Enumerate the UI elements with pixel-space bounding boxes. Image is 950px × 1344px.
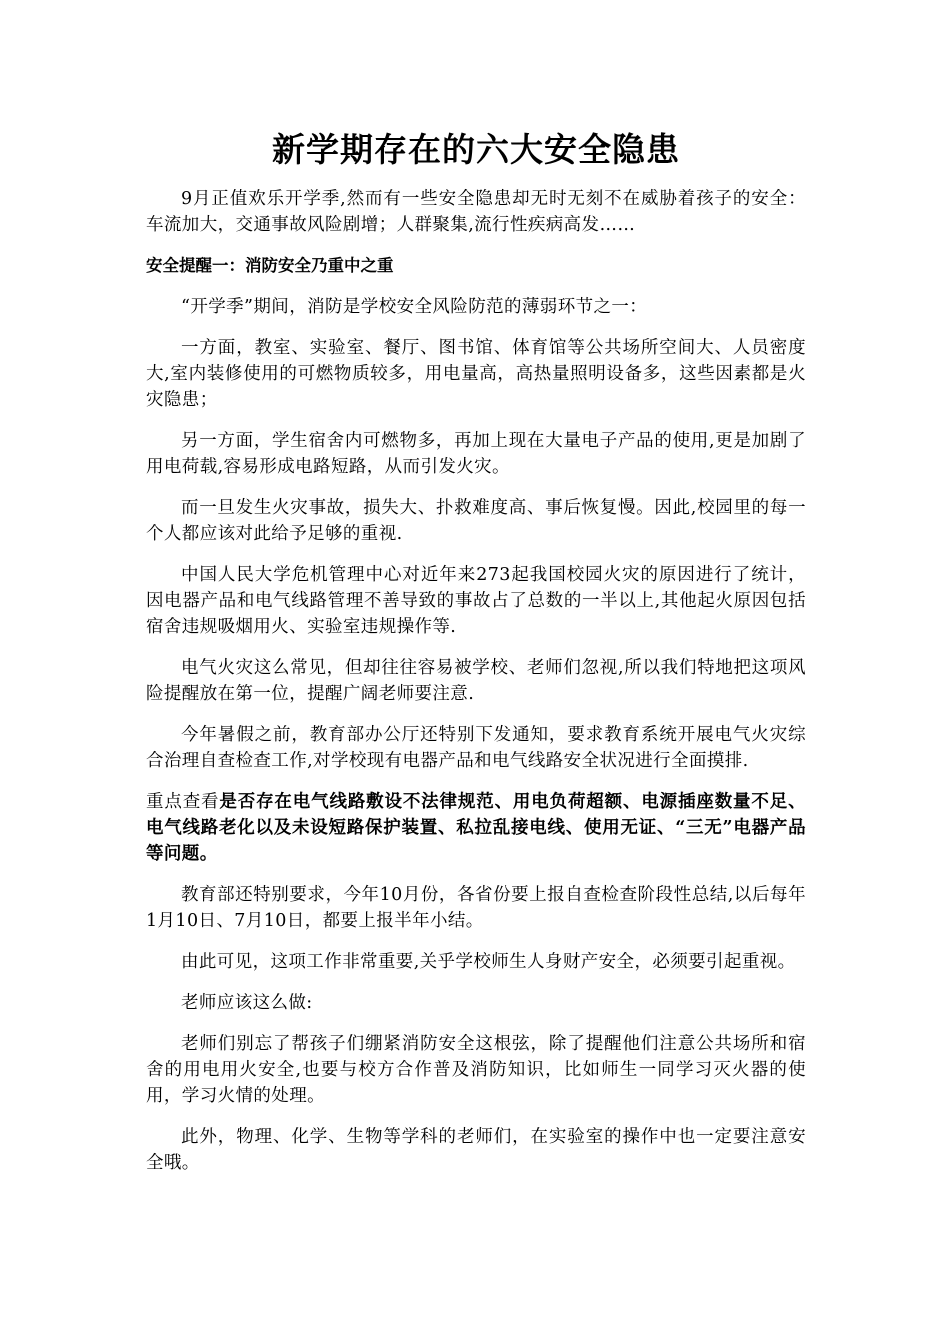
paragraph-8	[146, 789, 806, 867]
document-page	[146, 128, 806, 1191]
paragraph-4: 而一旦发生火灾事故，损失大、扑救难度高、事后恢复慢。因此,校园里的每一个人都应该对此给予足够的重视.	[146, 498, 806, 544]
paragraph-6: 电气火灾这么常见，但却往往容易被学校、老师们忽视,所以我们特地把这项风险提醒放在第一位，提醒广阔老师要注意.	[146, 658, 806, 704]
paragraph-12: 老师们别忘了帮孩子们绷紧消防安全这根弦，除了提醒他们注意公共场所和宿舍的用电用火安全,也要与校方合作普及消防知识，比如师生一同学习灭火器的使用，学习火情的处理。	[146, 1034, 806, 1106]
paragraph-5: 中国人民大学危机管理中心对近年来273起我国校园火灾的原因进行了统计，因电器产品和电气线路管理不善导致的事故占了总数的一半以上,其他起火原因包括宿舍违规吸烟用火、实验室违规操作等.	[146, 565, 806, 637]
paragraph-1: “开学季”期间，消防是学校安全风险防范的薄弱环节之一：	[181, 297, 648, 317]
paragraph-10: 由此可见，这项工作非常重要,关乎学校师生人身财产安全，必须要引起重视。	[181, 952, 796, 972]
paragraph-13: 此外，物理、化学、生物等学科的老师们，在实验室的操作中也一定要注意安全哦。	[146, 1127, 806, 1173]
paragraph-2: 一方面，教室、实验室、餐厅、图书馆、体育馆等公共场所空间大、人员密度大,室内装修使用的可燃物质较多，用电量高，高热量照明设备多，这些因素都是火灾隐患；	[146, 338, 806, 410]
key-check-items: 是否存在电气线路敷设不法律规范、用电负荷超额、电源插座数量不足、电气线路老化以及未设短路保护装置、私拉乱接电线、使用无证、“三无”电器产品等问题。	[146, 792, 806, 864]
section-heading: 安全提醒一：消防安全乃重中之重	[146, 256, 394, 275]
page-title: 新学期存在的六大安全隐患	[272, 130, 680, 169]
intro-paragraph: 9月正值欢乐开学季,然而有一些安全隐患却无时无刻不在威胁着孩子的安全：车流加大，交通事故风险剧增；人群聚集,流行性疾病高发……	[146, 189, 806, 235]
paragraph-11: 老师应该这么做:	[181, 993, 313, 1013]
paragraph-9: 教育部还特别要求，今年10月份，各省份要上报自查检查阶段性总结,以后每年1月10日、7月10日，都要上报半年小结。	[146, 885, 806, 931]
key-check-lead: 重点查看	[146, 792, 220, 812]
paragraph-3: 另一方面，学生宿舍内可燃物多，再加上现在大量电子产品的使用,更是加剧了用电荷载,容易形成电路短路，从而引发火灾。	[146, 431, 806, 477]
paragraph-7: 今年暑假之前，教育部办公厅还特别下发通知，要求教育系统开展电气火灾综合治理自查检查工作,对学校现有电器产品和电气线路安全状况进行全面摸排.	[146, 725, 806, 771]
